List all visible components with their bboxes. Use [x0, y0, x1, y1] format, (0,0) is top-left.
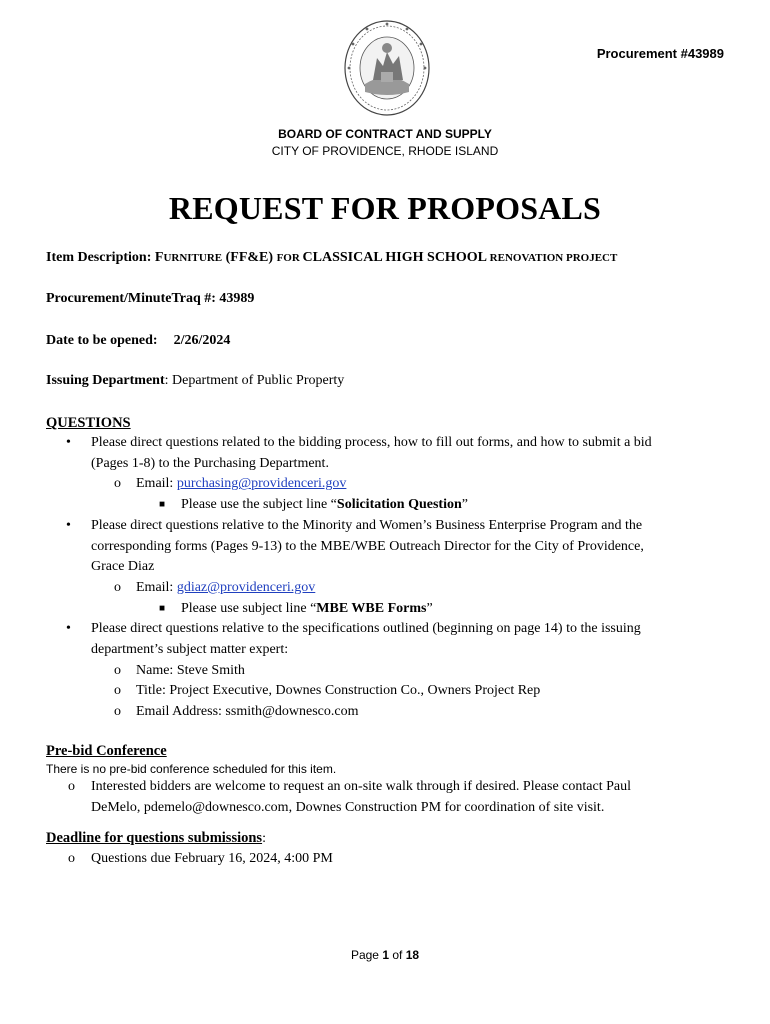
item-description: Item Description: FURNITURE (FF&E) FOR CLASSICAL HIGH SCHOOL RENOVATION PROJECT: [46, 250, 618, 265]
mbe-subject-line: ■ Please use subject line “MBE WBE Forms”: [46, 599, 726, 620]
page-footer: Page 1 of 18: [350, 948, 420, 962]
circle-bullet-icon: o: [114, 476, 121, 492]
issuing-department: Issuing Department: Department of Public Property: [46, 373, 345, 388]
circle-bullet-icon: o: [68, 779, 75, 794]
question-item-mbe-wbe-cont2: Grace Diaz: [91, 559, 155, 575]
questions-section: [46, 413, 726, 723]
bullet-icon: •: [66, 621, 71, 637]
procurement-traq: Procurement/MinuteTraq #: 43989: [46, 291, 255, 306]
circle-bullet-icon: o: [114, 683, 121, 699]
board-name: BOARD OF CONTRACT AND SUPPLY: [278, 127, 492, 141]
square-bullet-icon: ■: [159, 499, 166, 511]
deadline-section: [46, 828, 726, 870]
expert-name: o Name: Steve Smith: [46, 661, 726, 682]
deadline-item: o Questions due February 16, 2024, 4:00 PM: [46, 849, 726, 870]
purchasing-subject-line: ■ Please use the subject line “Solicitation Question”: [46, 495, 726, 516]
city-name: CITY OF PROVIDENCE, RHODE ISLAND: [271, 144, 499, 158]
question-item-mbe-wbe-cont: corresponding forms (Pages 9-13) to the MBE/WBE Outreach Director for the City of Providence,: [91, 538, 644, 554]
prebid-walkthrough: o Interested bidders are welcome to request an on-site walk through if desired. Please contact Paul: [46, 777, 726, 798]
circle-bullet-icon: o: [114, 662, 121, 678]
procurement-number: Procurement #43989: [596, 46, 724, 61]
question-item-purchasing-cont: (Pages 1-8) to the Purchasing Department.: [91, 455, 329, 471]
circle-bullet-icon: o: [114, 579, 121, 595]
question-item-purchasing: • Please direct questions related to the bidding process, how to fill out forms, and how to submit a bid: [46, 433, 726, 454]
questions-heading: QUESTIONS: [46, 415, 131, 431]
bullet-icon: •: [66, 435, 71, 450]
circle-bullet-icon: o: [114, 704, 121, 720]
date-opened: Date to be opened: 2/26/2024: [46, 333, 231, 348]
square-bullet-icon: ■: [159, 602, 166, 614]
bullet-icon: •: [66, 517, 71, 533]
deadline-heading: Deadline for questions submissions:: [46, 830, 266, 846]
expert-email: o Email Address: ssmith@downesco.com: [46, 702, 726, 723]
circle-bullet-icon: o: [68, 851, 75, 866]
prebid-note: There is no pre-bid conference scheduled for this item.: [46, 762, 337, 776]
purchasing-email-line: o Email: purchasing@providenceri.gov: [46, 474, 726, 495]
question-item-mbe-wbe: • Please direct questions relative to the Minority and Women’s Business Enterprise Program and the: [46, 516, 726, 537]
mbe-email-link[interactable]: gdiaz@providenceri.gov: [176, 579, 316, 595]
purchasing-email-link[interactable]: purchasing@providenceri.gov: [176, 476, 347, 492]
expert-title: o Title: Project Executive, Downes Construction Co., Owners Project Rep: [46, 681, 726, 702]
prebid-walkthrough-cont: DeMelo, pdemelo@downesco.com, Downes Construction PM for coordination of site visit.: [91, 799, 605, 815]
document-title: REQUEST FOR PROPOSALS: [168, 190, 602, 226]
question-item-specifications-cont: department’s subject matter expert:: [91, 642, 289, 658]
mbe-email-line: o Email: gdiaz@providenceri.gov: [46, 578, 726, 599]
city-seal-icon: [343, 18, 431, 118]
prebid-section: [46, 741, 726, 818]
prebid-heading: Pre-bid Conference: [46, 743, 167, 759]
question-item-specifications: • Please direct questions relative to the specifications outlined (beginning on page 14) to the issuing: [46, 619, 726, 640]
